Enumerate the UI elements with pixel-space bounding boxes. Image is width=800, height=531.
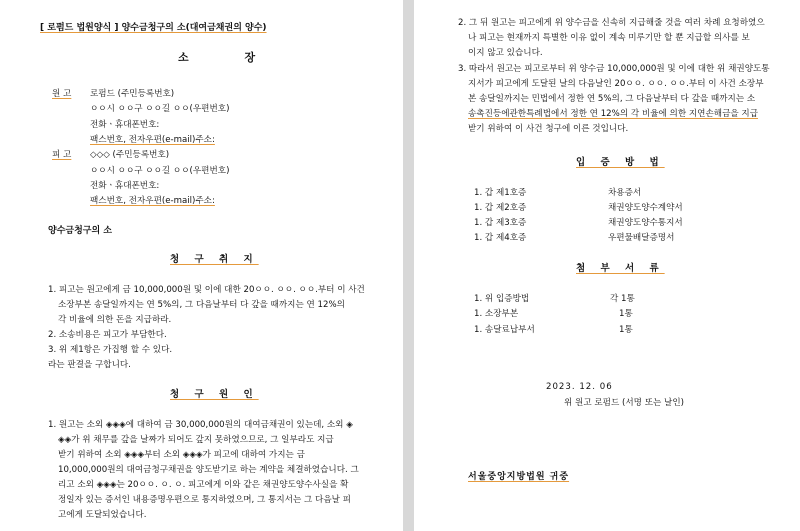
document-page-2 xyxy=(414,0,800,531)
plaintiff-name: 로펌드 (주민등록번호) xyxy=(90,89,175,99)
cause-line: 나 피고는 현재까지 특별한 이유 없이 계속 미루기만 할 뿐 지급할 의사를 보 xyxy=(468,33,750,43)
attachment-name: 1. 소장부본 xyxy=(474,309,519,319)
evidence-no: 1. 갑 제1호증 xyxy=(474,188,527,198)
case-name: 양수금청구의 소 xyxy=(48,226,112,236)
cause-line: 정일자 있는 증서인 내용증명우편으로 통지하였으며, 그 통지서는 그 다음날 피 xyxy=(58,495,351,505)
attachment-count: 각 1통 xyxy=(610,294,635,304)
cause-line: 이지 않고 있습니다. xyxy=(468,48,543,58)
cause-line: 본 송달일까지는 민법에서 정한 연 5%의, 그 다음날부터 다 갚을 때까지는 소 xyxy=(468,94,756,104)
claim-line: 2. 소송비용은 피고가 부담한다. xyxy=(48,330,167,340)
evidence-no: 1. 갑 제2호증 xyxy=(474,203,527,213)
court-name: 서울중앙지방법원 귀중 xyxy=(468,472,570,482)
cause-line: 지서가 피고에게 도달된 날의 다음날인 20ㅇㅇ. ㅇㅇ. ㅇㅇ.부터 이 사건 소장부 xyxy=(468,79,764,89)
evidence-desc: 차용증서 xyxy=(608,188,642,198)
claim-line: 1. 피고는 원고에게 금 10,000,000원 및 이에 대한 20ㅇㅇ. ㅇㅇ. ㅇㅇ.부터 이 사건 xyxy=(48,285,365,295)
cause-line: ◈◈가 위 채무를 갚을 날짜가 되어도 갚지 못하였으므로, 그 일부라도 지급 xyxy=(58,435,334,445)
evidence-no: 1. 갑 제3호증 xyxy=(474,218,527,228)
attachment-name: 1. 위 입증방법 xyxy=(474,294,530,304)
defendant-address: ㅇㅇ시 ㅇㅇ구 ㅇㅇ길 ㅇㅇ(우편번호) xyxy=(90,166,230,176)
defendant-fax: 팩스번호, 전자우편(e-mail)주소: xyxy=(90,196,215,206)
cause-line: 송촉진등에관한특례법에서 정한 연 12%의 각 비율에 의한 지연손해금을 지급 xyxy=(468,109,759,119)
claim-heading: 청 구 취 지 xyxy=(170,254,259,265)
cause-line: 받기 위하여 이 사건 청구에 이른 것입니다. xyxy=(468,124,629,134)
cause-line: 받기 위하여 소외 ◈◈◈부터 소외 ◈◈◈가 피고에 대하여 가지는 금 xyxy=(58,450,305,460)
cause-line: 1. 원고는 소외 ◈◈◈에 대하여 금 30,000,000원의 대여금채권이 있는데, 소외 ◈ xyxy=(48,420,353,430)
evidence-desc: 채권양도양수계약서 xyxy=(608,203,683,213)
attachment-name: 1. 송달료납부서 xyxy=(474,325,535,335)
form-header: [ 로펌드 법원양식 ] 양수금청구의 소(대여금채권의 양수) xyxy=(40,23,267,33)
claim-line: 소장부본 송달일까지는 연 5%의, 그 다음날부터 다 갚을 때까지는 연 12%의 xyxy=(58,300,345,310)
attachments-heading: 첨 부 서 류 xyxy=(576,263,665,274)
defendant-label: 피 고 xyxy=(52,150,72,160)
doc-title: 소 장 xyxy=(178,51,282,64)
defendant-phone: 전화ㆍ휴대폰번호: xyxy=(90,181,160,191)
plaintiff-address: ㅇㅇ시 ㅇㅇ구 ㅇㅇ길 ㅇㅇ(우편번호) xyxy=(90,104,230,114)
claim-line: 3. 위 제1항은 가집행 할 수 있다. xyxy=(48,345,173,355)
evidence-desc: 우편물배달증명서 xyxy=(608,233,675,243)
cause-heading: 청 구 원 인 xyxy=(170,389,259,400)
evidence-desc: 채권양도양수통지서 xyxy=(608,218,683,228)
evidence-no: 1. 갑 제4호증 xyxy=(474,233,527,243)
defendant-name: ◇◇◇ (주민등록번호) xyxy=(90,150,170,160)
claim-line: 라는 판결을 구합니다. xyxy=(48,360,131,370)
evidence-heading: 입 증 방 법 xyxy=(576,157,665,168)
cause-line: 고에게 도달되었습니다. xyxy=(58,510,147,520)
plaintiff-label: 원 고 xyxy=(52,89,72,99)
cause-line: 2. 그 뒤 원고는 피고에게 위 양수금을 신속히 지급해줄 것을 여러 차례 요청하였으 xyxy=(458,18,765,28)
cause-line: 3. 따라서 원고는 피고로부터 위 양수금 10,000,000원 및 이에 대한 위 채권양도통 xyxy=(458,64,770,74)
attachment-count: 1통 xyxy=(619,325,633,335)
plaintiff-fax: 팩스번호, 전자우편(e-mail)주소: xyxy=(90,135,215,145)
page-gap xyxy=(403,0,414,531)
cause-line: 10,000,000원의 대여금청구채권을 양도받기로 하는 계약을 체결하였습니다. 그 xyxy=(58,465,359,475)
document-date: 2023. 12. 06 xyxy=(546,382,613,392)
signer-line: 위 원고 로펌드 (서명 또는 날인) xyxy=(564,398,684,408)
attachment-count: 1통 xyxy=(619,309,633,319)
claim-line: 각 비율에 의한 돈을 지급하라. xyxy=(58,315,172,325)
plaintiff-phone: 전화ㆍ휴대폰번호: xyxy=(90,120,160,130)
cause-line: 리고 소외 ◈◈◈는 20ㅇㅇ. ㅇ. ㅇ. 피고에게 이와 같은 채권양도양수사실을 확 xyxy=(58,480,349,490)
